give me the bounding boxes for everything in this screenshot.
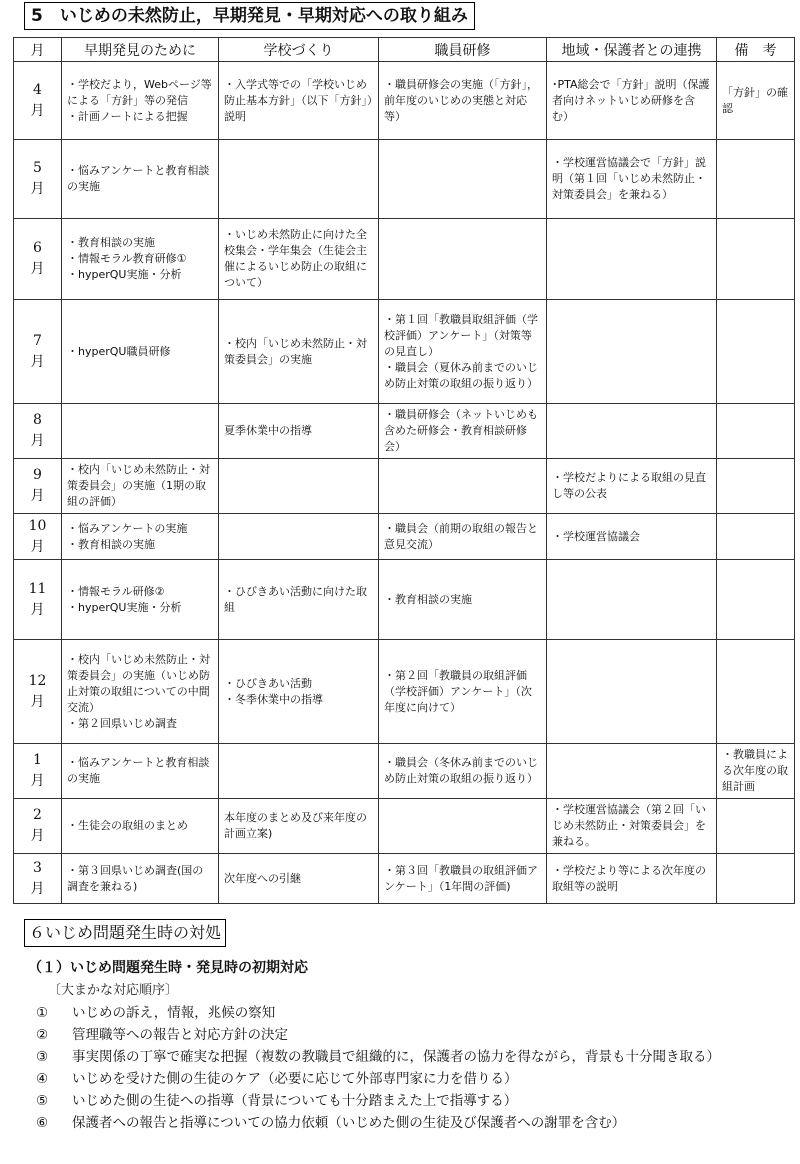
community-cell: ・学校運営協議会 [547, 514, 717, 560]
step-text: いじめた側の生徒への指導（背景についても十分踏まえた上で指導する） [72, 1093, 518, 1109]
step-number: ⑤ [36, 1093, 49, 1109]
list-item [36, 1024, 796, 1046]
early-detection-cell: ・悩みアンケートと教育相談の実施 [62, 140, 219, 219]
notes-cell [717, 854, 795, 904]
table-row [14, 300, 795, 404]
community-cell: ・学校だよりによる取組の見直し等の公表 [547, 459, 717, 514]
staff-training-cell: ・職員研修会（ネットいじめも含めた研修会・教育相談研修会） [379, 404, 547, 459]
list-item [36, 1090, 796, 1112]
notes-cell [717, 560, 795, 640]
step-number: ② [36, 1027, 49, 1043]
table-row [14, 854, 795, 904]
month-cell: 6 月 [14, 219, 62, 300]
staff-training-cell: ・教育相談の実施 [379, 560, 547, 640]
school-building-cell: ・いじめ未然防止に向けた全校集会・学年集会（生徒会主催によるいじめ防止の取組について） [219, 219, 379, 300]
notes-cell [717, 459, 795, 514]
community-cell [547, 640, 717, 744]
step-text: いじめを受けた側の生徒のケア（必要に応じて外部専門家に力を借りる） [72, 1071, 518, 1087]
early-detection-cell: ・生徒会の取組のまとめ [62, 799, 219, 854]
staff-training-cell: ・第３回「教職員の取組評価アンケート」（1年間の評価) [379, 854, 547, 904]
early-detection-cell: ・hyperQU職員研修 [62, 300, 219, 404]
table-row [14, 219, 795, 300]
community-cell [547, 219, 717, 300]
list-item [36, 1002, 796, 1024]
early-detection-cell: ・校内「いじめ未然防止・対策委員会」の実施（いじめ防止対策の取組についての中間交流） ・第２回県いじめ調査 [62, 640, 219, 744]
month-cell: 11 月 [14, 560, 62, 640]
notes-cell [717, 300, 795, 404]
community-cell [547, 404, 717, 459]
table-row [14, 62, 795, 140]
staff-training-cell: ・職員研修会の実施（「方針」，前年度のいじめの実態と対応等） [379, 62, 547, 140]
table-row [14, 640, 795, 744]
community-cell: ･PTA総会で「方針」説明（保護者向けネットいじめ研修を含む） [547, 62, 717, 140]
step-text: いじめの訴え，情報，兆候の察知 [72, 1005, 276, 1021]
school-building-cell: ・校内「いじめ未然防止・対策委員会」の実施 [219, 300, 379, 404]
table-row [14, 514, 795, 560]
header-community: 地域・保護者との連携 [547, 38, 717, 62]
table-header-row [14, 38, 795, 62]
step-text: 事実関係の丁寧で確実な把握（複数の教職員で組織的に，保護者の協力を得ながら，背景も十分聞き取る） [72, 1049, 720, 1065]
month-cell: 4 月 [14, 62, 62, 140]
school-building-cell: ・入学式等での「学校いじめ防止基本方針」（以下「方針」）説明 [219, 62, 379, 140]
step-number: ⑥ [36, 1115, 49, 1131]
step-text: 管理職等への報告と対応方針の決定 [72, 1027, 288, 1043]
staff-training-cell [379, 219, 547, 300]
step-number: ③ [36, 1049, 49, 1065]
header-school-building: 学校づくり [219, 38, 379, 62]
school-building-cell [219, 514, 379, 560]
notes-cell [717, 140, 795, 219]
staff-training-cell: ・第２回「教職員の取組評価（学校評価）アンケート」（次年度に向けて） [379, 640, 547, 744]
subsection-title: （１）いじめ問題発生時・発見時の初期対応 [28, 960, 308, 976]
response-steps-list [36, 1002, 796, 1134]
staff-training-cell: ・第１回「教職員取組評価（学校評価）アンケート」（対策等の見直し） ・職員会（夏休み前までのいじめ防止対策の取組の振り返り） [379, 300, 547, 404]
early-detection-cell: ・悩みアンケートの実施 ・教育相談の実施 [62, 514, 219, 560]
notes-cell: 「方針」の確認 [717, 62, 795, 140]
month-cell: 12 月 [14, 640, 62, 744]
month-cell: 7 月 [14, 300, 62, 404]
community-cell: ・学校運営協議会（第２回「いじめ未然防止・対策委員会」を兼ねる。 [547, 799, 717, 854]
header-notes: 備 考 [717, 38, 795, 62]
month-cell: 1 月 [14, 744, 62, 799]
order-label: 〔大まかな対応順序〕 [48, 983, 179, 998]
early-detection-cell: ・学校だより，Webページ等による「方針」等の発信 ・計画ノートによる把握 [62, 62, 219, 140]
staff-training-cell: ・職員会（前期の取組の報告と意見交流） [379, 514, 547, 560]
header-month: 月 [14, 38, 62, 62]
month-cell: 9 月 [14, 459, 62, 514]
list-item [36, 1068, 796, 1090]
notes-cell [717, 219, 795, 300]
month-cell: 10 月 [14, 514, 62, 560]
header-early-detection: 早期発見のために [62, 38, 219, 62]
early-detection-cell: ・悩みアンケートと教育相談の実施 [62, 744, 219, 799]
early-detection-cell [62, 404, 219, 459]
community-cell: ・学校運営協議会で「方針」説明（第１回「いじめ未然防止・対策委員会」を兼ねる） [547, 140, 717, 219]
staff-training-cell [379, 459, 547, 514]
school-building-cell [219, 140, 379, 219]
early-detection-cell: ・教育相談の実施 ・情報モラル教育研修① ・hyperQU実施・分析 [62, 219, 219, 300]
section-5-title: 5 いじめの未然防止，早期発見・早期対応への取り組み [24, 2, 475, 30]
school-building-cell: ・ひびきあい活動 ・冬季休業中の指導 [219, 640, 379, 744]
notes-cell [717, 799, 795, 854]
list-item [36, 1046, 796, 1068]
step-number: ④ [36, 1071, 49, 1087]
month-cell: 2 月 [14, 799, 62, 854]
month-cell: 8 月 [14, 404, 62, 459]
early-detection-cell: ・情報モラル研修② ・hyperQU実施・分析 [62, 560, 219, 640]
community-cell [547, 560, 717, 640]
school-building-cell: ・ひびきあい活動に向けた取組 [219, 560, 379, 640]
community-cell: ・学校だより等による次年度の取組等の説明 [547, 854, 717, 904]
early-detection-cell: ・第３回県いじめ調査(国の調査を兼ねる) [62, 854, 219, 904]
section-6-title: ６いじめ問題発生時の対処 [24, 919, 226, 947]
table-row [14, 404, 795, 459]
header-staff-training: 職員研修 [379, 38, 547, 62]
staff-training-cell [379, 799, 547, 854]
notes-cell [717, 404, 795, 459]
community-cell [547, 744, 717, 799]
community-cell [547, 300, 717, 404]
staff-training-cell: ・職員会（冬休み前までのいじめ防止対策の取組の振り返り） [379, 744, 547, 799]
annual-plan-table [13, 37, 795, 904]
school-building-cell: 夏季休業中の指導 [219, 404, 379, 459]
step-number: ① [36, 1005, 49, 1021]
table-row [14, 459, 795, 514]
notes-cell: ・教職員による次年度の取組計画 [717, 744, 795, 799]
step-text: 保護者への報告と指導についての協力依頼（いじめた側の生徒及び保護者への謝罪を含む） [72, 1115, 626, 1131]
table-row [14, 560, 795, 640]
school-building-cell: 次年度への引継 [219, 854, 379, 904]
table-row [14, 744, 795, 799]
month-cell: 5 月 [14, 140, 62, 219]
school-building-cell [219, 459, 379, 514]
school-building-cell [219, 744, 379, 799]
notes-cell [717, 640, 795, 744]
notes-cell [717, 514, 795, 560]
table-row [14, 140, 795, 219]
school-building-cell: 本年度のまとめ及び来年度の計画立案) [219, 799, 379, 854]
month-cell: 3 月 [14, 854, 62, 904]
early-detection-cell: ・校内「いじめ未然防止・対策委員会」の実施（1期の取組の評価） [62, 459, 219, 514]
table-row [14, 799, 795, 854]
staff-training-cell [379, 140, 547, 219]
list-item [36, 1112, 796, 1134]
